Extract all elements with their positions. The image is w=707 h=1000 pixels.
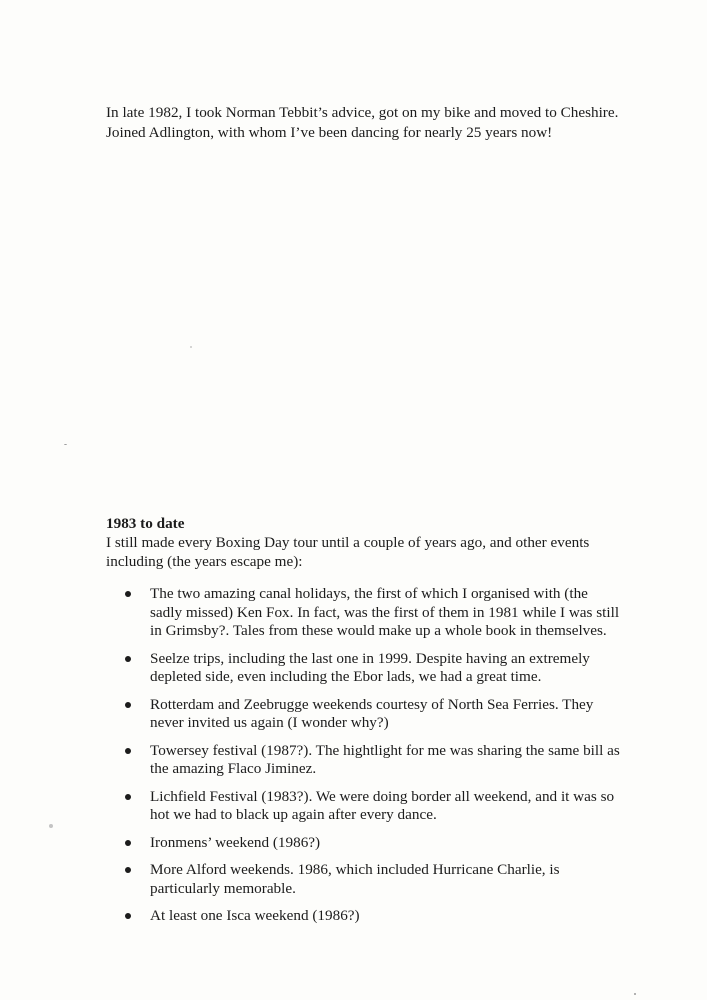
section-intro: I still made every Boxing Day tour until a couple of years ago, and other events including (the years escape me): xyxy=(106,534,590,570)
list-item xyxy=(106,585,666,641)
list-item xyxy=(106,742,666,779)
intro-line-2: Joined Adlington, with whom I’ve been dancing for nearly 25 years now! xyxy=(106,124,553,141)
list-item-text: Ironmens’ weekend (1986?) xyxy=(150,833,321,851)
bullet-icon xyxy=(125,867,131,873)
bullet-icon xyxy=(125,748,131,754)
list-item-text: At least one Isca weekend (1986?) xyxy=(150,907,360,924)
list-item xyxy=(106,907,666,926)
intro-paragraph xyxy=(106,103,666,143)
scan-speck xyxy=(64,444,67,445)
intro-line-1: In late 1982, I took Norman Tebbit’s advice, got on my bike and moved to Cheshire. xyxy=(106,104,619,121)
section-heading: 1983 to date xyxy=(106,515,185,532)
bullet-icon xyxy=(125,591,131,597)
list-item xyxy=(106,650,666,687)
list-item xyxy=(106,696,666,733)
scan-speck xyxy=(49,824,53,828)
bullet-icon xyxy=(125,702,131,708)
list-item-text: Rotterdam and Zeebrugge weekends courtesy of North Sea Ferries. They never invited us again (I wonder why?) xyxy=(150,695,594,731)
bullet-icon xyxy=(125,913,131,919)
section-1983-to-date xyxy=(106,514,666,924)
scan-speck xyxy=(190,346,192,348)
list-item-text: Seelze trips, including the last one in 1999. Despite having an extremely depleted side, even including the Ebor lads, we had a great time. xyxy=(150,649,590,685)
scan-speck xyxy=(634,993,636,995)
bullet-icon xyxy=(125,840,131,846)
list-item-text: Towersey festival (1987?). The hightlight for me was sharing the same bill as the amazing Flaco Jiminez. xyxy=(150,741,620,777)
bullet-icon xyxy=(125,656,131,662)
list-item-text: More Alford weekends. 1986, which included Hurricane Charlie, is particularly memorable. xyxy=(150,861,560,897)
list-item xyxy=(106,861,666,898)
list-item xyxy=(106,834,666,853)
bullet-icon xyxy=(125,794,131,800)
list-item-text: Lichfield Festival (1983?). We were doing border all weekend, and it was so hot we had to black up again after every dance. xyxy=(150,787,615,823)
list-item-text: The two amazing canal holidays, the first of which I organised with (the sadly missed) Ken Fox. In fact, was the first of them in 1981 while I was still in Grimsby?. Tales from these would make up a whole book in themselves. xyxy=(150,585,620,639)
list-item xyxy=(106,788,666,825)
events-list xyxy=(106,585,666,935)
